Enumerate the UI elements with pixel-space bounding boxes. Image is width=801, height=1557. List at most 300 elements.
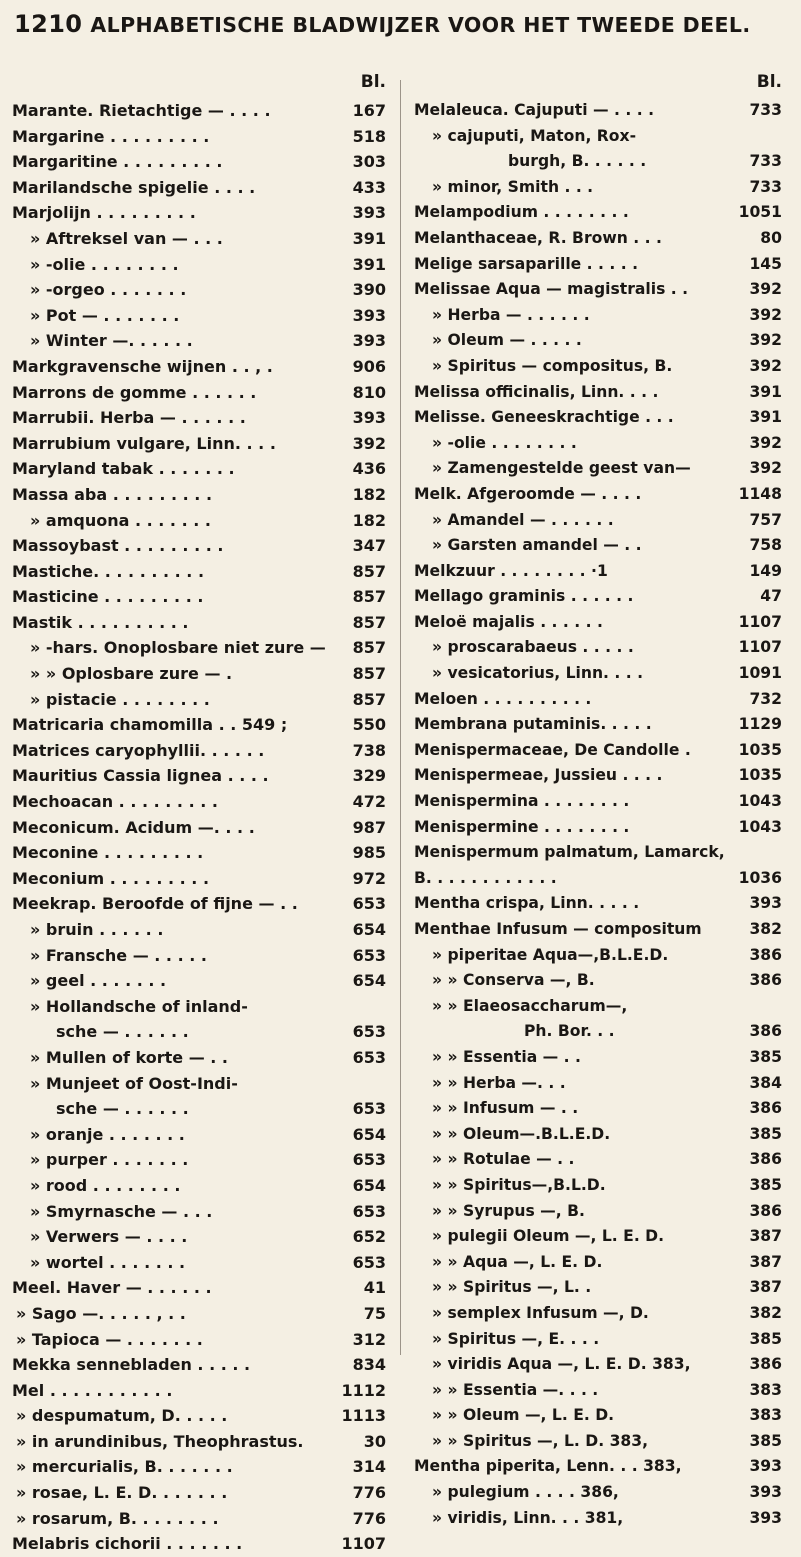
index-entry bbox=[12, 252, 390, 278]
entry-label: » Hollandsche of inland- bbox=[30, 996, 248, 1016]
entry-label: Marante. Rietachtige — . . . . bbox=[12, 101, 271, 120]
entry-label: sche — . . . . . . bbox=[56, 1099, 189, 1119]
entry-page-number: 810 bbox=[352, 382, 386, 402]
index-entry bbox=[12, 1224, 390, 1250]
entry-page-number: 384 bbox=[749, 1073, 782, 1092]
entry-label: Marjolijn . . . . . . . . . bbox=[12, 203, 196, 223]
index-entry bbox=[414, 1403, 786, 1429]
entry-label: » » Infusum — . . bbox=[432, 1099, 579, 1118]
index-entry bbox=[414, 405, 786, 431]
entry-label: Melissa officinalis, Linn. . . . bbox=[414, 382, 659, 401]
entry-page-number: 1129 bbox=[738, 715, 782, 734]
entry-page-number: 1043 bbox=[738, 792, 782, 811]
entry-label: » viridis, Linn. . . 381, bbox=[432, 1508, 624, 1527]
index-entry bbox=[12, 328, 390, 354]
entry-label: » vesicatorius, Linn. . . . bbox=[432, 664, 644, 683]
entry-page-number: 387 bbox=[749, 1252, 782, 1271]
entry-page-number: 392 bbox=[749, 280, 782, 299]
entry-page-number: 382 bbox=[749, 920, 782, 938]
index-entry bbox=[12, 98, 390, 124]
entry-page-number: 1035 bbox=[738, 740, 782, 759]
index-entry bbox=[12, 175, 390, 201]
entry-page-number: 182 bbox=[352, 484, 386, 504]
entry-label: » » Spiritus —, L. . bbox=[432, 1278, 592, 1297]
index-entry bbox=[12, 789, 390, 815]
index-entry bbox=[414, 815, 786, 841]
index-entry bbox=[12, 866, 390, 892]
entry-page-number: 1036 bbox=[738, 868, 782, 887]
entry-page-number: 385 bbox=[749, 1329, 782, 1348]
entry-page-number: 391 bbox=[352, 254, 386, 274]
index-entry bbox=[12, 1531, 390, 1557]
entry-page-number: 393 bbox=[352, 331, 386, 351]
index-entry bbox=[414, 149, 786, 175]
entry-page-number: 906 bbox=[352, 356, 386, 376]
index-entry bbox=[12, 1301, 390, 1327]
entry-label: » Spiritus —, E. . . . bbox=[432, 1329, 600, 1348]
index-entry bbox=[12, 891, 390, 917]
entry-page-number: 182 bbox=[352, 510, 386, 530]
index-entry bbox=[12, 815, 390, 841]
entry-page-number: 392 bbox=[749, 305, 782, 324]
column-heading: Bl. bbox=[360, 72, 386, 92]
entry-label: Meconine . . . . . . . . . bbox=[12, 843, 204, 863]
index-entry bbox=[414, 840, 786, 866]
entry-label: » purper . . . . . . . bbox=[30, 1150, 189, 1170]
entry-label: Melabris cichorii . . . . . . . bbox=[12, 1534, 243, 1554]
index-entry bbox=[414, 1454, 786, 1480]
entry-page-number: 386 bbox=[749, 1099, 782, 1118]
entry-page-number: 41 bbox=[363, 1278, 386, 1298]
entry-label: » geel . . . . . . . bbox=[30, 971, 167, 991]
entry-label: » Herba — . . . . . . bbox=[432, 305, 590, 324]
entry-label: » » Essentia —. . . . bbox=[432, 1380, 599, 1399]
index-entry bbox=[414, 380, 786, 406]
entry-page-number: 653 bbox=[352, 1099, 386, 1119]
entry-page-number: 654 bbox=[352, 920, 386, 939]
entry-page-number: 312 bbox=[352, 1329, 386, 1349]
entry-label: Mel . . . . . . . . . . . bbox=[12, 1380, 173, 1400]
entry-page-number: 347 bbox=[352, 536, 386, 556]
entry-page-number: 393 bbox=[749, 1457, 782, 1476]
entry-page-number: 1112 bbox=[341, 1380, 386, 1400]
entry-label: » cajuputi, Maton, Rox- bbox=[432, 126, 637, 145]
index-entry bbox=[414, 508, 786, 534]
index-entry bbox=[414, 738, 786, 764]
entry-label: » Tapioca — . . . . . . . bbox=[16, 1329, 203, 1349]
index-entry bbox=[414, 1352, 786, 1378]
index-entry bbox=[414, 763, 786, 789]
index-entry bbox=[414, 943, 786, 969]
entry-label: » Amandel — . . . . . . bbox=[432, 510, 614, 529]
index-entry bbox=[414, 1275, 786, 1301]
entry-label: Menthae Infusum — compositum bbox=[414, 920, 702, 938]
entry-page-number: 385 bbox=[749, 1124, 782, 1143]
index-entry bbox=[12, 1096, 390, 1122]
entry-page-number: 1107 bbox=[341, 1534, 386, 1554]
index-entry bbox=[414, 584, 786, 610]
column-heading: Bl. bbox=[756, 72, 782, 92]
entry-page-number: 385 bbox=[749, 1047, 782, 1066]
entry-label: » wortel . . . . . . . bbox=[30, 1252, 186, 1272]
entry-label: sche — . . . . . . bbox=[56, 1022, 189, 1042]
entry-label: » Pot — . . . . . . . bbox=[30, 305, 180, 325]
entry-page-number: 1091 bbox=[738, 664, 782, 683]
index-entry bbox=[414, 968, 786, 994]
entry-label: Melampodium . . . . . . . . bbox=[414, 203, 629, 222]
entry-page-number: 392 bbox=[749, 459, 782, 478]
entry-page-number: 1051 bbox=[738, 203, 782, 222]
entry-label: Melissae Aqua — magistralis . . bbox=[414, 280, 689, 299]
entry-label: » pulegii Oleum —, L. E. D. bbox=[432, 1227, 665, 1246]
entry-label: Marrubium vulgare, Linn. . . . bbox=[12, 433, 276, 453]
entry-label: Mekka sennebladen . . . . . bbox=[12, 1355, 251, 1375]
index-entry bbox=[414, 200, 786, 226]
index-entry bbox=[12, 431, 390, 457]
entry-page-number: 857 bbox=[352, 689, 386, 709]
entry-page-number: 30 bbox=[363, 1431, 386, 1451]
index-entry bbox=[12, 712, 390, 738]
index-entry bbox=[12, 1480, 390, 1506]
entry-page-number: 857 bbox=[352, 561, 386, 581]
entry-page-number: 391 bbox=[749, 382, 782, 401]
index-entry bbox=[414, 1071, 786, 1097]
entry-label: Membrana putaminis. . . . . bbox=[414, 715, 652, 734]
entry-label: » oranje . . . . . . . bbox=[30, 1124, 185, 1144]
entry-label: Meloen . . . . . . . . . . bbox=[414, 689, 592, 708]
entry-page-number: 654 bbox=[352, 1124, 386, 1144]
entry-label: » » Spiritus —, L. D. 383, bbox=[432, 1431, 649, 1450]
entry-page-number: 390 bbox=[352, 280, 386, 300]
index-entry bbox=[12, 533, 390, 559]
entry-label: » » Syrupus —, B. bbox=[432, 1201, 585, 1220]
entry-page-number: 386 bbox=[749, 1355, 782, 1374]
entry-label: » Munjeet of Oost-Indi- bbox=[30, 1073, 238, 1093]
entry-label: » semplex Infusum —, D. bbox=[432, 1303, 649, 1322]
entry-label: Ph. Bor. . . bbox=[524, 1022, 615, 1041]
index-entry bbox=[414, 277, 786, 303]
entry-label: » amquona . . . . . . . bbox=[30, 510, 211, 530]
entry-label: Menispermum palmatum, Lamarck, bbox=[414, 843, 725, 862]
index-entry bbox=[12, 405, 390, 431]
entry-label: Mechoacan . . . . . . . . . bbox=[12, 792, 218, 812]
entry-label: Melisse. Geneeskrachtige . . . bbox=[414, 408, 674, 427]
index-entry bbox=[12, 1019, 390, 1045]
entry-page-number: 757 bbox=[749, 510, 782, 529]
entry-page-number: 857 bbox=[352, 612, 386, 632]
entry-page-number: 383 bbox=[749, 1406, 782, 1425]
entry-page-number: 733 bbox=[749, 152, 782, 171]
index-entry bbox=[414, 1199, 786, 1225]
entry-label: Mentha piperita, Lenn. . . 383, bbox=[414, 1457, 682, 1476]
entry-page-number: 386 bbox=[749, 945, 782, 964]
index-entry bbox=[12, 738, 390, 764]
index-entry bbox=[414, 712, 786, 738]
index-entry bbox=[12, 508, 390, 534]
entry-label: Mellago graminis . . . . . . bbox=[414, 587, 634, 606]
entry-label: » » Oplosbare zure — . bbox=[30, 664, 233, 684]
entry-page-number: 80 bbox=[760, 228, 782, 247]
entry-label: Matrices caryophyllii. . . . . . bbox=[12, 740, 265, 760]
entry-page-number: 393 bbox=[352, 305, 386, 325]
entry-label: » -hars. Onoplosbare niet zure — bbox=[30, 638, 326, 658]
entry-label: Meconicum. Acidum —. . . . bbox=[12, 817, 255, 837]
index-entry bbox=[12, 1147, 390, 1173]
index-entry bbox=[12, 1429, 390, 1455]
index-entry bbox=[12, 1275, 390, 1301]
entry-label: » Verwers — . . . . bbox=[30, 1227, 188, 1247]
index-entry bbox=[12, 226, 390, 252]
entry-label: » rood . . . . . . . . bbox=[30, 1175, 181, 1195]
entry-label: » » Spiritus—,B.L.D. bbox=[432, 1175, 606, 1194]
entry-page-number: 1043 bbox=[738, 817, 782, 836]
entry-label: » » Essentia — . . bbox=[432, 1047, 581, 1066]
entry-label: Marrons de gomme . . . . . . bbox=[12, 382, 257, 402]
index-entry bbox=[414, 866, 786, 892]
entry-page-number: 834 bbox=[352, 1355, 386, 1375]
index-entry bbox=[414, 1019, 786, 1045]
entry-label: » » Rotulae — . . bbox=[432, 1150, 575, 1169]
entry-label: » -orgeo . . . . . . . bbox=[30, 280, 187, 300]
index-entry bbox=[414, 533, 786, 559]
entry-label: » bruin . . . . . . bbox=[30, 920, 164, 939]
entry-page-number: 653 bbox=[352, 1201, 386, 1221]
index-entry bbox=[414, 1378, 786, 1404]
entry-page-number: 386 bbox=[749, 1022, 782, 1041]
index-entry bbox=[414, 1173, 786, 1199]
entry-label: » -olie . . . . . . . . bbox=[432, 433, 577, 452]
index-entry bbox=[414, 559, 786, 585]
entry-page-number: 393 bbox=[352, 203, 386, 223]
entry-page-number: 1113 bbox=[341, 1406, 386, 1426]
entry-label: » piperitae Aqua—,B.L.E.D. bbox=[432, 945, 669, 964]
entry-label: Menispermaceae, De Candolle . bbox=[414, 740, 691, 759]
entry-label: Margarine . . . . . . . . . bbox=[12, 126, 210, 146]
entry-label: » -olie . . . . . . . . bbox=[30, 254, 179, 274]
entry-label: » mercurialis, B. . . . . . . bbox=[16, 1457, 233, 1477]
entry-label: Mentha crispa, Linn. . . . . bbox=[414, 894, 640, 913]
entry-page-number: 167 bbox=[352, 101, 386, 120]
entry-label: Melkzuur . . . . . . . . ·1 bbox=[414, 561, 608, 580]
index-entry bbox=[12, 1173, 390, 1199]
entry-page-number: 1148 bbox=[738, 484, 782, 503]
entry-label: Massa aba . . . . . . . . . bbox=[12, 484, 213, 504]
entry-label: Mauritius Cassia lignea . . . . bbox=[12, 766, 269, 786]
entry-page-number: 392 bbox=[352, 433, 386, 453]
entry-label: » pistacie . . . . . . . . bbox=[30, 689, 210, 709]
page-title: ALPHABETISCHE BLADWIJZER VOOR HET TWEEDE DEEL. bbox=[90, 13, 751, 37]
entry-page-number: 1107 bbox=[738, 638, 782, 657]
entry-label: Melanthaceae, R. Brown . . . bbox=[414, 228, 662, 247]
index-entry bbox=[414, 98, 786, 124]
entry-label: Masticine . . . . . . . . . bbox=[12, 587, 204, 607]
index-entry bbox=[414, 431, 786, 457]
entry-label: » » Herba —. . . bbox=[432, 1073, 566, 1092]
entry-label: » Mullen of korte — . . bbox=[30, 1047, 228, 1067]
entry-page-number: 436 bbox=[352, 459, 386, 479]
index-entry bbox=[414, 1429, 786, 1455]
entry-page-number: 391 bbox=[352, 228, 386, 248]
entry-page-number: 47 bbox=[760, 587, 782, 606]
entry-page-number: 145 bbox=[749, 254, 782, 273]
entry-label: » pulegium . . . . 386, bbox=[432, 1483, 619, 1502]
index-entry bbox=[12, 1403, 390, 1429]
index-entry bbox=[12, 1071, 390, 1097]
index-entry bbox=[12, 456, 390, 482]
entry-page-number: 733 bbox=[749, 177, 782, 196]
index-entry bbox=[414, 661, 786, 687]
index-entry bbox=[414, 328, 786, 354]
entry-page-number: 472 bbox=[352, 792, 386, 812]
index-entry bbox=[414, 1506, 786, 1532]
entry-page-number: 303 bbox=[352, 152, 386, 172]
entry-page-number: 550 bbox=[352, 715, 386, 735]
entry-page-number: 733 bbox=[749, 101, 782, 119]
index-entry bbox=[414, 687, 786, 713]
index-entry bbox=[414, 354, 786, 380]
index-entry bbox=[414, 1480, 786, 1506]
entry-label: Markgravensche wijnen . . , . bbox=[12, 356, 273, 376]
entry-label: Menispermina . . . . . . . . bbox=[414, 792, 630, 811]
entry-page-number: 654 bbox=[352, 1175, 386, 1195]
index-entry bbox=[12, 277, 390, 303]
entry-page-number: 392 bbox=[749, 356, 782, 375]
entry-label: Marilandsche spigelie . . . . bbox=[12, 177, 256, 197]
entry-page-number: 149 bbox=[749, 561, 782, 580]
entry-label: » Zamengestelde geest van— bbox=[432, 459, 691, 478]
index-entry bbox=[12, 1378, 390, 1404]
entry-page-number: 738 bbox=[352, 740, 386, 760]
entry-label: Melk. Afgeroomde — . . . . bbox=[414, 484, 642, 503]
entry-page-number: 383 bbox=[749, 1380, 782, 1399]
entry-label: » » Aqua —, L. E. D. bbox=[432, 1252, 603, 1271]
entry-label: » Oleum — . . . . . bbox=[432, 331, 582, 350]
entry-label: » rosae, L. E. D. . . . . . . bbox=[16, 1483, 228, 1503]
index-entry bbox=[12, 1122, 390, 1148]
index-entry bbox=[414, 994, 786, 1020]
entry-label: Maryland tabak . . . . . . . bbox=[12, 459, 235, 479]
entry-label: Meconium . . . . . . . . . bbox=[12, 868, 210, 888]
entry-page-number: 857 bbox=[352, 664, 386, 684]
entry-page-number: 75 bbox=[363, 1303, 386, 1323]
index-entry bbox=[12, 917, 390, 943]
entry-label: » Smyrnasche — . . . bbox=[30, 1201, 213, 1221]
entry-label: Menispermine . . . . . . . . bbox=[414, 817, 630, 836]
entry-page-number: 386 bbox=[749, 1201, 782, 1220]
index-entry bbox=[414, 610, 786, 636]
entry-label: » » Elaeosaccharum—, bbox=[432, 996, 628, 1015]
entry-page-number: 382 bbox=[749, 1303, 782, 1322]
index-entry bbox=[414, 1096, 786, 1122]
entry-page-number: 653 bbox=[352, 1022, 386, 1042]
page-number: 1210 bbox=[14, 10, 83, 38]
entry-label: Meloë majalis . . . . . . bbox=[414, 612, 603, 631]
entry-page-number: 387 bbox=[749, 1227, 782, 1246]
entry-page-number: 329 bbox=[352, 766, 386, 786]
index-entry bbox=[414, 917, 786, 943]
entry-page-number: 653 bbox=[352, 1047, 386, 1067]
entry-label: » Winter —. . . . . . bbox=[30, 331, 193, 351]
index-entry bbox=[12, 354, 390, 380]
entry-label: Meekrap. Beroofde of fijne — . . bbox=[12, 894, 298, 914]
entry-label: » » Oleum —, L. E. D. bbox=[432, 1406, 615, 1425]
entry-page-number: 1035 bbox=[738, 766, 782, 785]
entry-page-number: 386 bbox=[749, 971, 782, 990]
index-entry bbox=[414, 175, 786, 201]
index-entry bbox=[414, 482, 786, 508]
entry-label: » Fransche — . . . . . bbox=[30, 945, 207, 965]
entry-page-number: 653 bbox=[352, 1252, 386, 1272]
index-entry bbox=[12, 687, 390, 713]
entry-label: » » Oleum—.B.L.E.D. bbox=[432, 1124, 611, 1143]
entry-label: » minor, Smith . . . bbox=[432, 177, 594, 196]
entry-page-number: 985 bbox=[352, 843, 386, 863]
index-entry bbox=[12, 1327, 390, 1353]
entry-page-number: 758 bbox=[749, 536, 782, 555]
entry-label: » Sago —. . . . . , . . bbox=[16, 1303, 186, 1323]
index-entry bbox=[414, 891, 786, 917]
entry-label: Meel. Haver — . . . . . . bbox=[12, 1278, 212, 1298]
index-entry bbox=[414, 1147, 786, 1173]
index-entry bbox=[12, 763, 390, 789]
entry-page-number: 393 bbox=[352, 408, 386, 428]
index-entry bbox=[414, 1301, 786, 1327]
entry-label: » Spiritus — compositus, B. bbox=[432, 356, 673, 375]
index-entry bbox=[12, 149, 390, 175]
index-entry bbox=[414, 789, 786, 815]
index-entry bbox=[414, 124, 786, 150]
entry-label: Melige sarsaparille . . . . . bbox=[414, 254, 639, 273]
entry-page-number: 653 bbox=[352, 945, 386, 965]
index-entry bbox=[12, 1506, 390, 1532]
index-entry bbox=[12, 635, 390, 661]
entry-label: » viridis Aqua —, L. E. D. 383, bbox=[432, 1355, 691, 1374]
entry-label: » Garsten amandel — . . bbox=[432, 536, 642, 555]
index-entry bbox=[414, 456, 786, 482]
entry-label: Melaleuca. Cajuputi — . . . . bbox=[414, 101, 655, 119]
entry-label: Mastiche. . . . . . . . . . bbox=[12, 561, 205, 581]
entry-page-number: 972 bbox=[352, 868, 386, 888]
index-entry bbox=[12, 661, 390, 687]
entry-page-number: 857 bbox=[352, 587, 386, 607]
index-entry bbox=[12, 1352, 390, 1378]
index-entry bbox=[414, 1045, 786, 1071]
entry-page-number: 433 bbox=[352, 177, 386, 197]
index-entry bbox=[414, 1224, 786, 1250]
index-entry bbox=[414, 1250, 786, 1276]
entry-page-number: 387 bbox=[749, 1278, 782, 1297]
index-entry bbox=[12, 482, 390, 508]
index-entry bbox=[414, 1327, 786, 1353]
index-entry bbox=[414, 1122, 786, 1148]
entry-page-number: 518 bbox=[352, 126, 386, 146]
entry-label: Marrubii. Herba — . . . . . . bbox=[12, 408, 246, 428]
index-entry bbox=[12, 584, 390, 610]
page-header bbox=[14, 10, 784, 38]
entry-page-number: 392 bbox=[749, 331, 782, 350]
column-divider bbox=[400, 80, 401, 1355]
index-entry bbox=[414, 303, 786, 329]
entry-page-number: 653 bbox=[352, 894, 386, 914]
entry-label: Matricaria chamomilla . . 549 ; bbox=[12, 715, 288, 735]
index-entry bbox=[12, 303, 390, 329]
index-entry bbox=[414, 226, 786, 252]
entry-page-number: 652 bbox=[352, 1227, 386, 1247]
entry-page-number: 653 bbox=[352, 1150, 386, 1170]
index-entry bbox=[12, 1199, 390, 1225]
entry-label: Massoybast . . . . . . . . . bbox=[12, 536, 224, 556]
entry-label: B. . . . . . . . . . . . bbox=[414, 868, 557, 887]
